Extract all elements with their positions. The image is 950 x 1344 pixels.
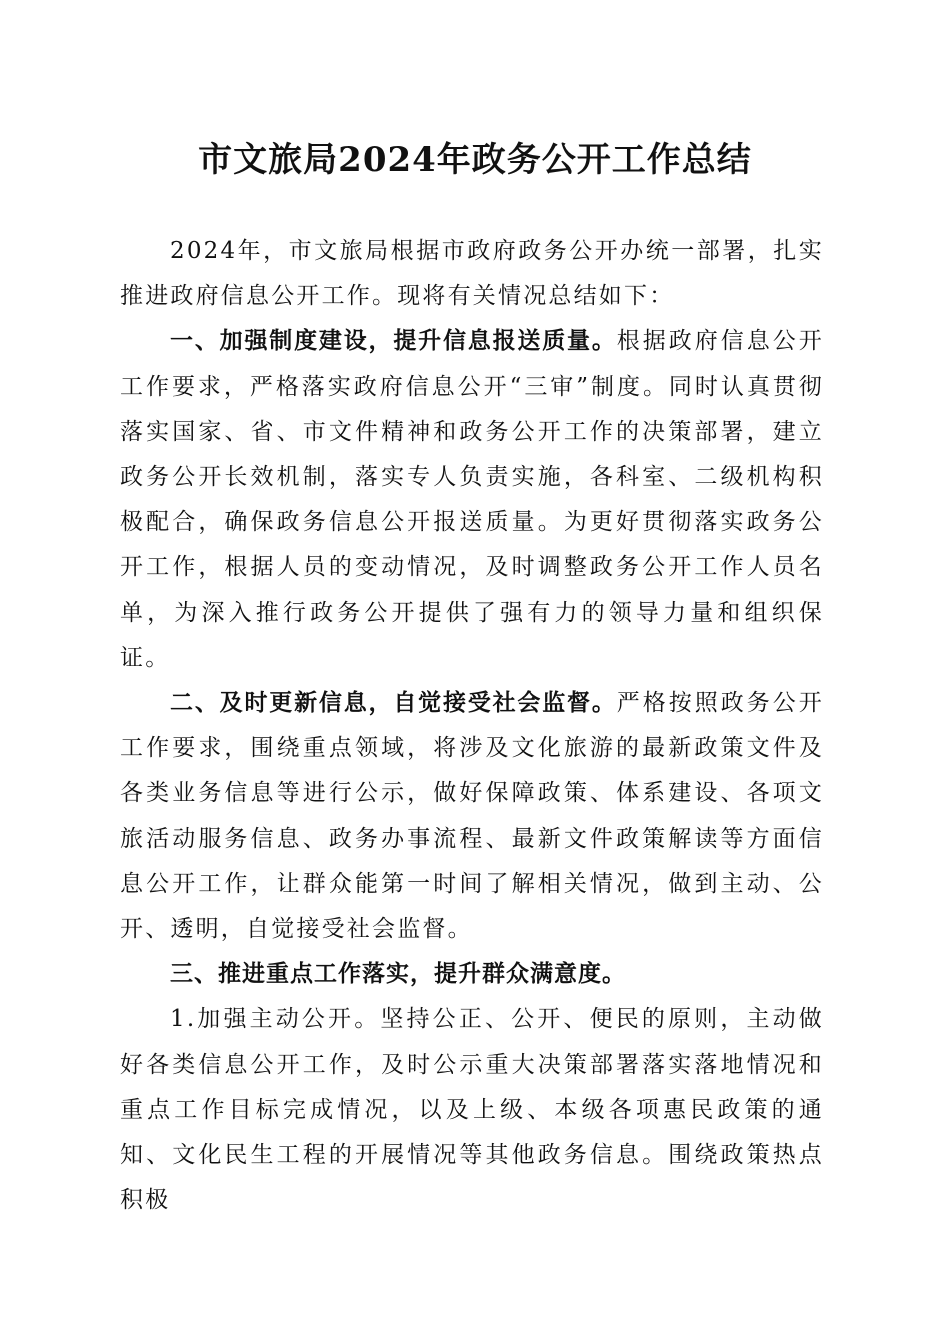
- paragraph-intro: [120, 229, 824, 319]
- paragraph-section-2: [120, 681, 824, 952]
- section-heading: 一、加强制度建设，提升信息报送质量。: [170, 328, 617, 355]
- paragraph-text: 1.加强主动公开。坚持公正、公开、便民的原则，主动做好各类信息公开工作，及时公示重大决策部署落实落地情况和重点工作目标完成情况，以及上级、本级各项惠民政策的通知、文化民生工程的开展情况等其他政务信息。围绕政策热点积极: [120, 1006, 824, 1214]
- paragraph-text: 根据政府信息公开工作要求，严格落实政府信息公开“三审”制度。同时认真贯彻落实国家、省、市文件精神和政务公开工作的决策部署，建立政务公开长效机制，落实专人负责实施，各科室、二级机构积极配合，确保政务信息公开报送质量。为更好贯彻落实政务公开工作，根据人员的变动情况，及时调整政务公开工作人员名单，为深入推行政务公开提供了强有力的领导力量和组织保证。: [120, 328, 824, 671]
- document-body: [120, 229, 824, 1223]
- paragraph-item-1: [120, 997, 824, 1223]
- paragraph-section-3: [120, 952, 824, 997]
- paragraph-text: 严格按照政务公开工作要求，围绕重点领域，将涉及文化旅游的最新政策文件及各类业务信息等进行公示，做好保障政策、体系建设、各项文旅活动服务信息、政务办事流程、最新文件政策解读等方面信息公开工作，让群众能第一时间了解相关情况，做到主动、公开、透明，自觉接受社会监督。: [120, 690, 824, 943]
- section-heading: 二、及时更新信息，自觉接受社会监督。: [170, 690, 617, 717]
- paragraph-text: 2024年，市文旅局根据市政府政务公开办统一部署，扎实推进政府信息公开工作。现将有关情况总结如下：: [120, 238, 824, 310]
- section-heading: 三、推进重点工作落实，提升群众满意度。: [170, 961, 626, 988]
- paragraph-section-1: [120, 319, 824, 681]
- document-title: 市文旅局2024年政务公开工作总结: [198, 140, 752, 180]
